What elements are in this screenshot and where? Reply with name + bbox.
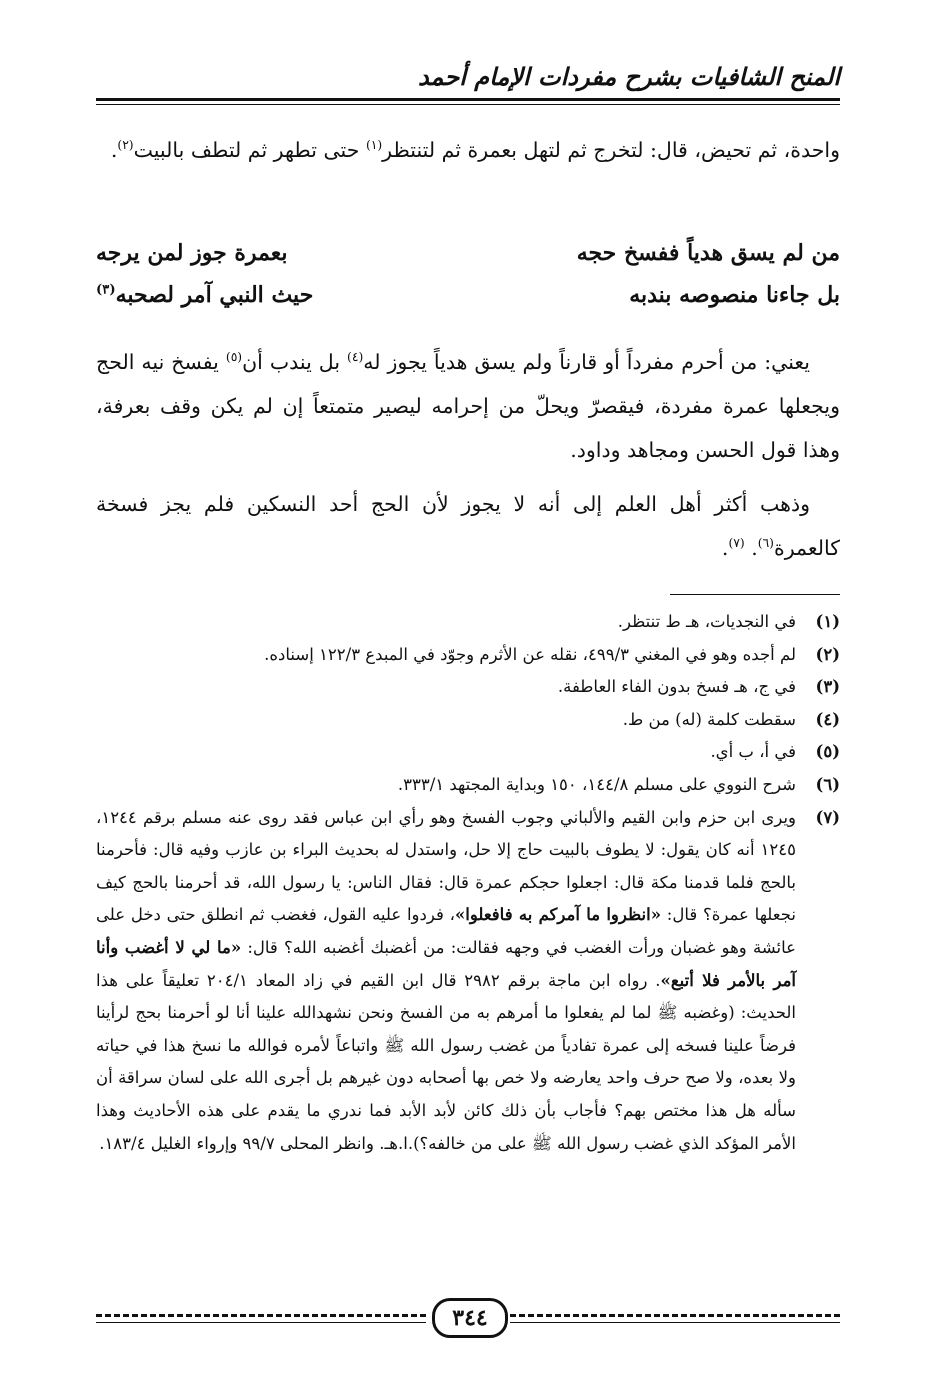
commentary-paragraph: [96, 482, 840, 570]
paragraph-text: بل يندب أن: [242, 350, 348, 374]
verse-line: [96, 274, 840, 316]
footer-rule: [96, 1322, 426, 1323]
verse-hemistich-right: من لم يسق هدياً ففسخ حجه: [576, 240, 840, 266]
footnote: [96, 704, 840, 737]
page-footer: [96, 1296, 840, 1336]
paragraph-text: يفسخ نيه الحج ويجعلها عمرة مفردة، فيقصرّ ويحلّ من إحرامه ليصير متمتعاً إن لم يكن وقف بعرفة، وهذا قول الحسن ومجاهد وداود.: [96, 350, 840, 462]
footnote-text-part: ، فردوا عليه القول، فغضب ثم انطلق حتى دخل على عائشة وهو غضبان ورأت الغضب في وجهه فقالت: من أغضبك أغضبه الله؟ قال:: [96, 905, 796, 957]
verse-hemistich-left: [96, 274, 313, 316]
paragraph-text: يعني: من أحرم مفرداً أو قارناً ولم يسق هدياً يجوز له: [363, 350, 810, 374]
footnote-separator: [670, 594, 840, 595]
page-number: ٣٤٤: [432, 1298, 508, 1338]
footnote-text: سقطت كلمة (له) من ط.: [622, 709, 796, 729]
footnote-text: في ج، هـ فسخ بدون الفاء العاطفة.: [557, 677, 796, 697]
footnote-number: (٧): [815, 807, 840, 827]
footer-dashed-rule: [96, 1314, 426, 1317]
hadith-quote: «انظروا ما آمركم به فافعلوا»: [454, 905, 662, 925]
verse-text: حيث النبي آمر لصحبه: [115, 282, 314, 308]
intro-text: حتى تطهر ثم لتطف بالبيت: [133, 138, 366, 162]
book-title: المنح الشافيات بشرح مفردات الإمام أحمد: [417, 62, 840, 91]
footnote-text: [96, 802, 796, 1161]
footnote: [96, 671, 840, 704]
footnote-text-part: ويرى ابن حزم وابن القيم والألباني وجوب الفسخ وهو رأي ابن عباس فقد روى عنه مسلم برقم ١٢٤٤، ١٢٤٥ أنه كان يقول: لا يطوف بالبيت حاج إلا حل، واستدل له بحديث البراء بن عازب وفيه قال: فأحرمنا بالحج فلما قدمنا مكة قال: اجعلوا حجكم عمرة قال: فقال الناس: يا رسول الله، قد أحرمنا بالحج كيف نجعلها عمرة؟ قال:: [96, 807, 796, 925]
footnote-number: (٦): [815, 774, 840, 794]
footnote-ref[interactable]: (٤): [347, 350, 364, 365]
intro-text: .: [110, 138, 118, 162]
footnote-ref[interactable]: (٢): [117, 138, 134, 153]
footnote: [96, 736, 840, 769]
verse-hemistich-right: بل جاءنا منصوصه بندبه: [629, 282, 840, 308]
footnote-text: في أ، ب أي.: [710, 742, 796, 762]
verse-hemistich-left: بعمرة جوز لمن يرجه: [96, 240, 288, 266]
paragraph-text: .: [744, 536, 758, 560]
footer-dashed-rule: [510, 1314, 840, 1317]
footnote: [96, 769, 840, 802]
footnote-text: شرح النووي على مسلم ١٤٤/٨، ١٥٠ وبداية المجتهد ٣٣٣/١.: [397, 774, 796, 794]
running-header: [96, 58, 840, 100]
footnote-number: (١): [815, 612, 840, 631]
footnote-number: (٥): [815, 742, 840, 762]
header-rule: [96, 98, 840, 101]
paragraph-text: وذهب أكثر أهل العلم إلى أنه لا يجوز لأن الحج أحد النسكين فلم يجز فسخة كالعمرة: [96, 492, 840, 560]
commentary-paragraph: [96, 340, 840, 472]
footnote-number: (٤): [815, 709, 840, 729]
intro-text: واحدة، ثم تحيض، قال: لتخرج ثم لتهل بعمرة ثم لتنتظر: [382, 138, 840, 162]
footnote-number: (٢): [815, 644, 840, 664]
footnote-text: في النجديات، هـ ط تنتظر.: [617, 612, 796, 631]
hadith-quote: «ما لي لا أغضب وأنا آمر بالأمر فلا أتبع»: [96, 937, 797, 990]
footnote-ref[interactable]: (٣): [96, 282, 116, 298]
paragraph-text: .: [721, 536, 729, 560]
verse-line: [96, 232, 840, 274]
footnote: [96, 606, 840, 639]
footnote-ref[interactable]: (١): [365, 138, 383, 153]
footnote-ref[interactable]: (٦): [757, 536, 774, 551]
footnote: [96, 802, 840, 1161]
footnote-text-part: . رواه ابن ماجة برقم ٢٩٨٢ قال ابن القيم في زاد المعاد ٢٠٤/١ تعليقاً على هذا الحديث: (وغضبه ﷺ لما لم يفعلوا ما أمرهم به من الفسخ ونحن نشهدالله علينا أنا لو أحرمنا بحج لرأينا فرضاً علينا فسخه إلى عمرة تفادياً من غضب رسول الله ﷺ واتباعاً لأمره فوالله ما نسخ هذا في حياته ولا بعده، ولا صح حرف واحد يعارضه ولا خص بها أصحابه دون غيرهم بل أجرى الله على لسان سراقة أن سأله هل هذا مختص بهم؟ فأجاب بأن ذلك كائن لأبد الأبد فما ندري ما يقدم على هذه الأحاديث وهذا الأمر المؤكد الذي غضب رسول الله ﷺ على من خالفه؟).ا.هـ. وانظر المحلى ٩٩/٧ وإرواء الغليل ١٨٣/٤.: [96, 970, 796, 1153]
footnotes: [96, 606, 840, 1160]
poem-verse: [96, 232, 840, 316]
footer-rule: [510, 1322, 840, 1323]
footnote-number: (٣): [815, 677, 840, 697]
footnote-ref[interactable]: (٧): [728, 536, 745, 551]
commentary: [96, 340, 840, 580]
footnote: [96, 639, 840, 672]
intro-paragraph: [96, 128, 840, 172]
footnote-ref[interactable]: (٥): [225, 350, 243, 365]
header-rule-thin: [96, 104, 840, 105]
footnote-text: لم أجده وهو في المغني ٤٩٩/٣، نقله عن الأثرم وجوّد في المبدع ١٢٢/٣ إسناده.: [264, 644, 796, 664]
